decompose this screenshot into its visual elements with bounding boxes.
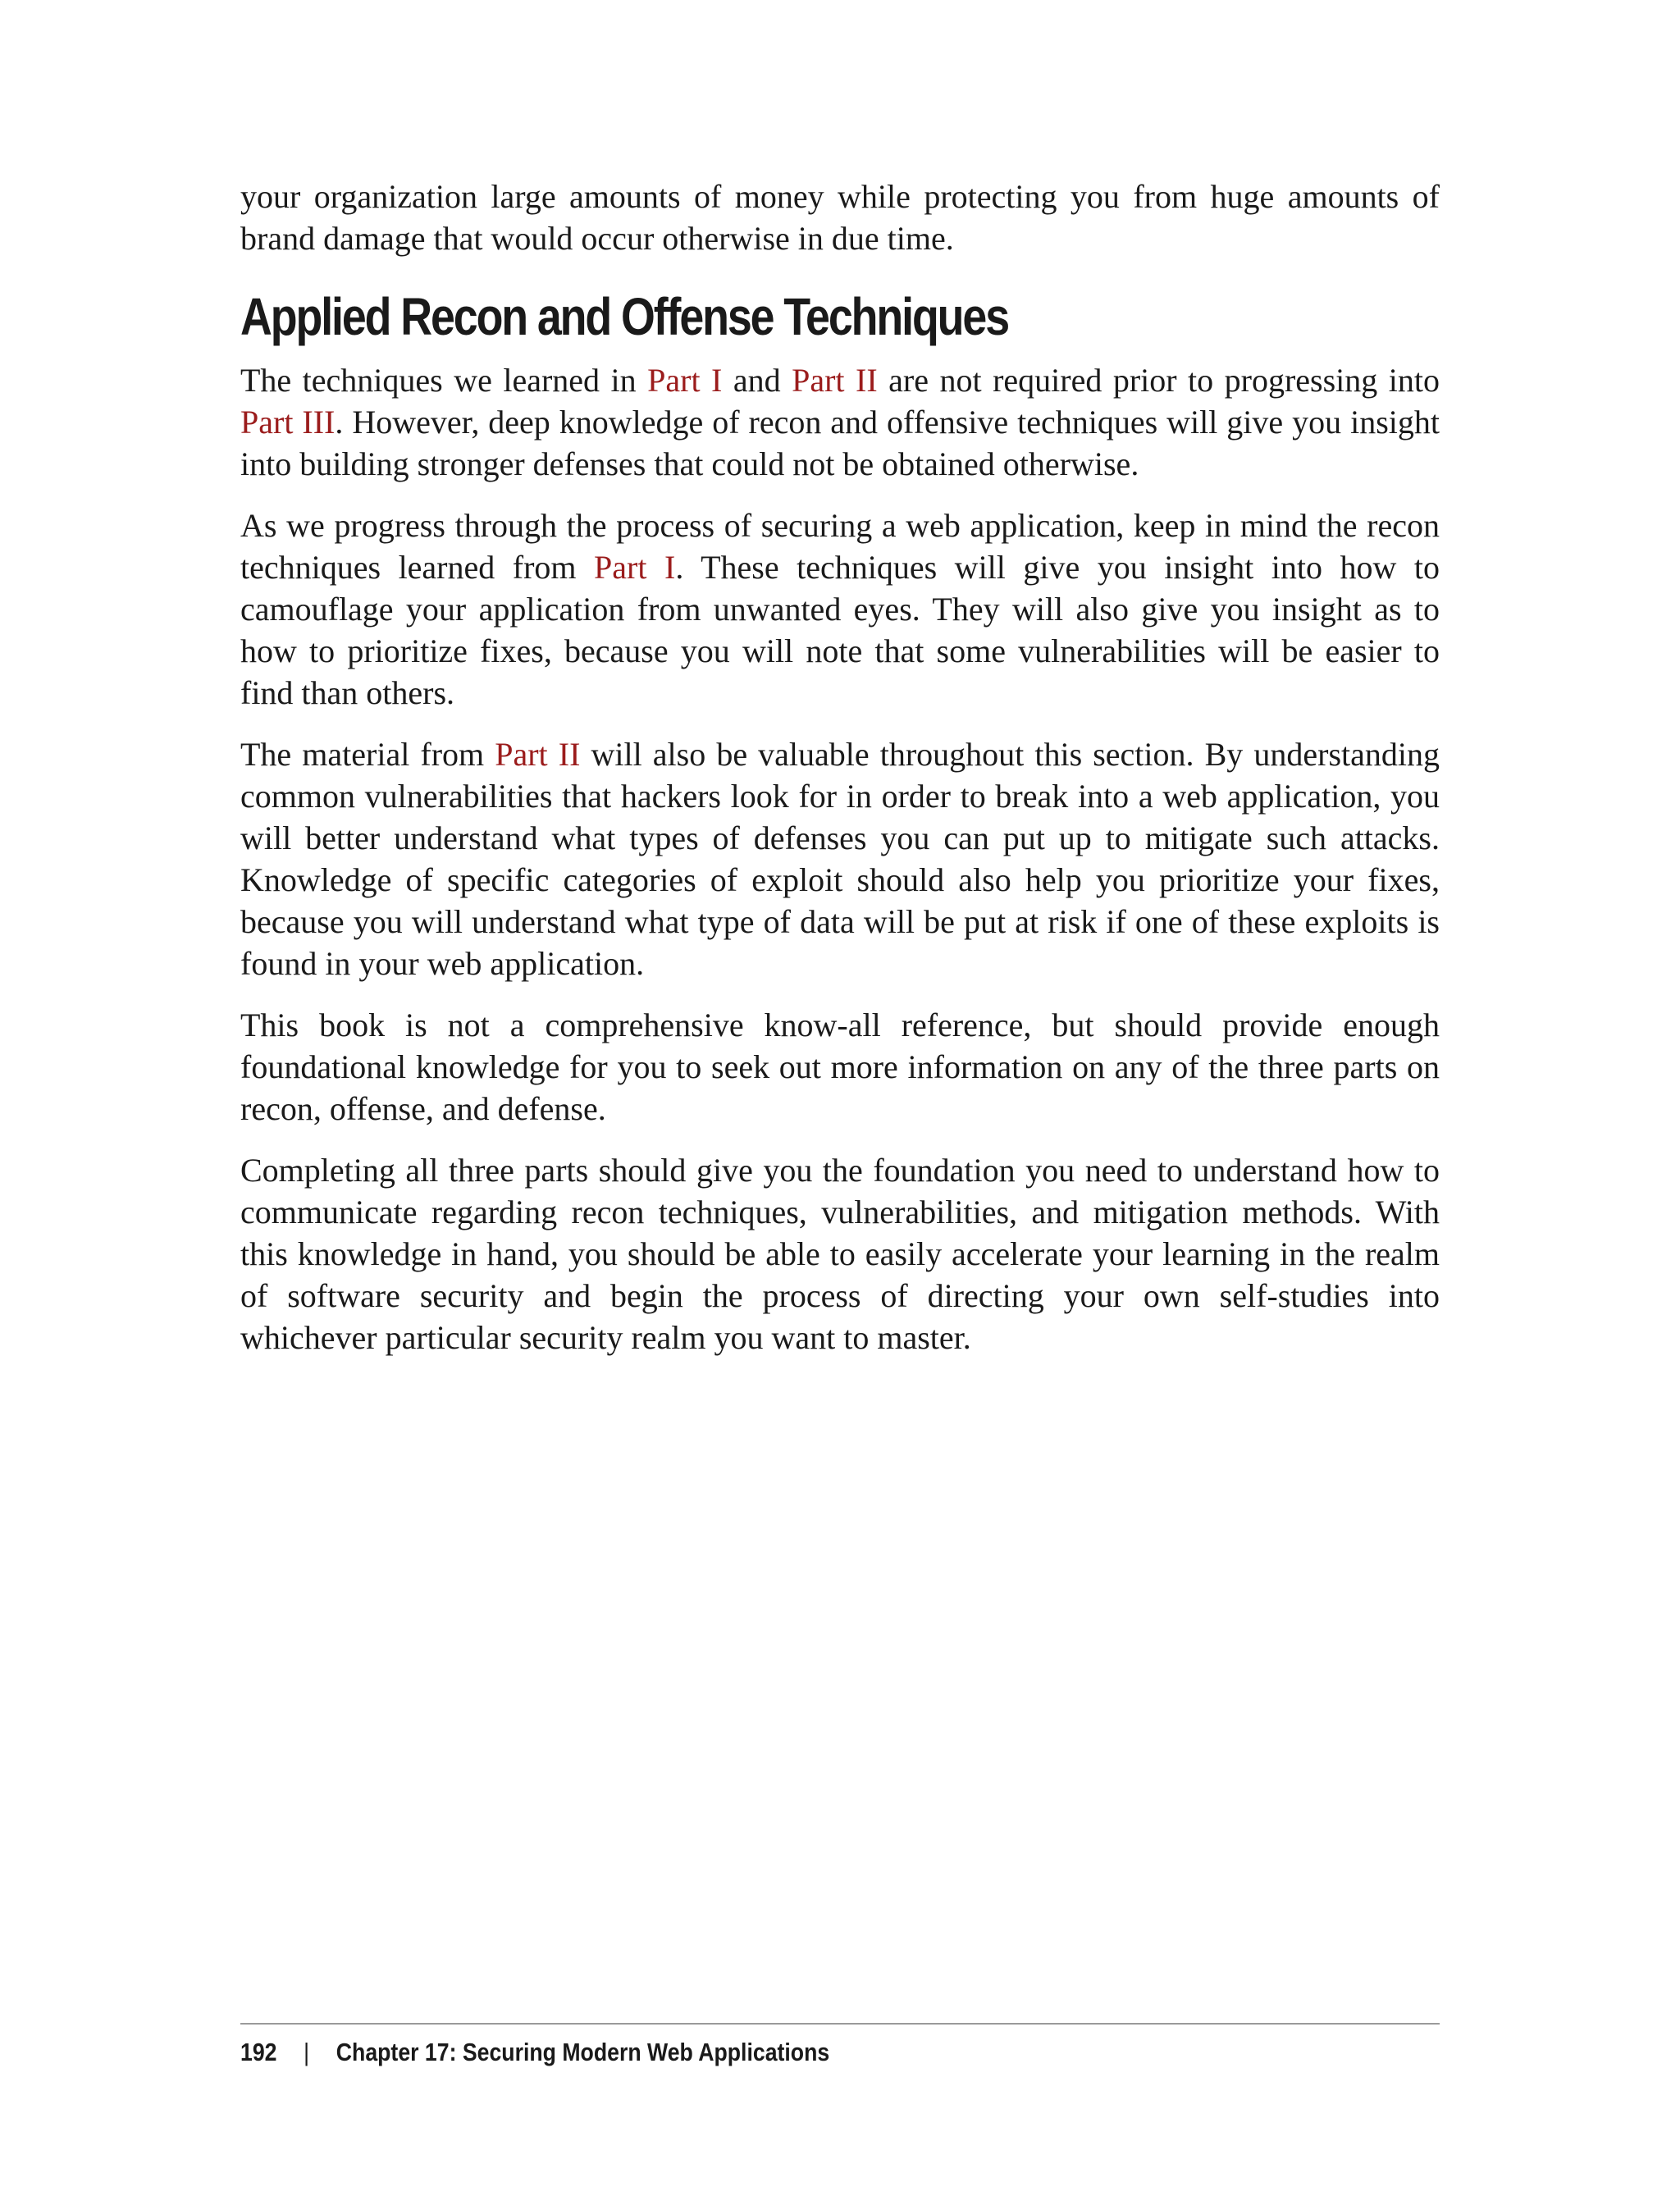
footer-separator: | [304, 2038, 310, 2066]
part-i-link[interactable]: Part I [647, 362, 723, 399]
part-ii-link[interactable]: Part II [792, 362, 878, 399]
paragraph-2-text-1: As we progress through the process of securing a web application, keep in mind the recon techniques learned from [240, 507, 1440, 586]
paragraph-1 [240, 359, 1440, 485]
paragraph-1-text-3: are not required prior to progressing into [877, 362, 1440, 399]
page-number: 192 [240, 2038, 277, 2066]
page-footer [240, 2036, 829, 2069]
part-ii-link[interactable]: Part II [495, 736, 581, 773]
paragraph-5: Completing all three parts should give you the foundation you need to understand how to communicate regarding recon techniques, vulnerabilities, and mitigation methods. With this knowledge in hand, you should be able to easily accelerate your learning in the realm of software security and begin the process of directing your own self-studies into whichever particular security realm you want to master. [240, 1152, 1440, 1356]
paragraph-2 [240, 504, 1440, 714]
part-i-link[interactable]: Part I [594, 549, 676, 586]
paragraph-1-text-4: . However, deep knowledge of recon and offensive techniques will give you insight into building stronger defenses that could not be obtained otherwise. [240, 404, 1440, 482]
footer-divider [240, 2023, 1440, 2025]
paragraph-1-text-1: The techniques we learned in [240, 362, 648, 399]
section-heading: Applied Recon and Offense Techniques [240, 287, 1009, 346]
paragraph-3-text-1: The material from [240, 736, 495, 773]
chapter-title: Chapter 17: Securing Modern Web Applications [336, 2038, 830, 2066]
paragraph-3 [240, 733, 1440, 984]
paragraph-3-text-2: will also be valuable throughout this section. By understanding common vulnerabilities that hackers look for in order to break into a web application, you will better understand what types of defenses you can put up to mitigate such attacks. Knowledge of specific categories of exploit should also help you prioritize your fixes, because you will understand what type of data will be put at risk if one of these exploits is found in your web application. [240, 736, 1440, 982]
part-iii-link[interactable]: Part III [240, 404, 336, 441]
intro-paragraph: your organization large amounts of money while protecting you from huge amounts of brand damage that would occur otherwise in due time. [240, 178, 1440, 257]
page-body [240, 176, 1440, 1378]
paragraph-2-text-2: . These techniques will give you insight into how to camouflage your application from unwanted eyes. They will also give you insight as to how to prioritize fixes, because you will note that some vulnerabilities will be easier to find than others. [240, 549, 1440, 711]
paragraph-4: This book is not a comprehensive know-all reference, but should provide enough foundational knowledge for you to seek out more information on any of the three parts on recon, offense, and defense. [240, 1007, 1440, 1127]
paragraph-1-text-2: and [722, 362, 792, 399]
